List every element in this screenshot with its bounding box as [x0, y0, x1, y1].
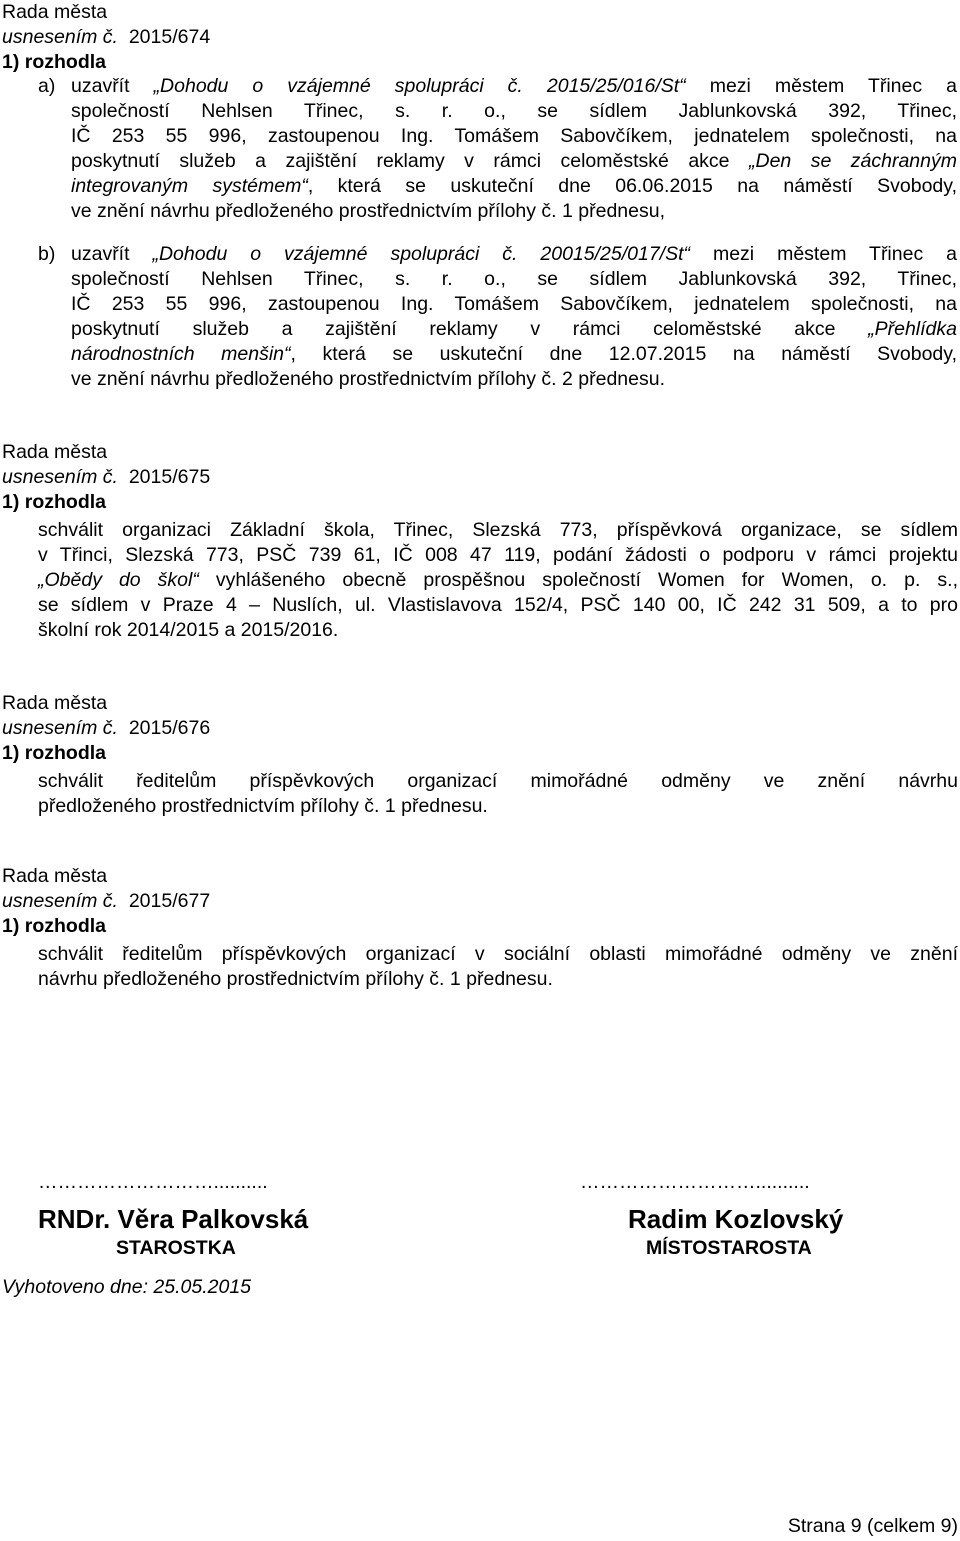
resolution-text	[38, 942, 958, 992]
text-line: předloženého prostřednictvím přílohy č. 1 přednesu.	[38, 795, 488, 817]
text-line: školní rok 2014/2015 a 2015/2016.	[38, 619, 339, 641]
signature-line: ………………………..........	[580, 1171, 810, 1193]
resolution-number: 2015/674	[128, 26, 211, 48]
decision-label: 1) rozhodla	[2, 915, 107, 937]
resolution-text	[38, 769, 958, 819]
item-text	[71, 242, 957, 392]
resolution-label: usnesením č.	[2, 890, 118, 912]
council-label: Rada města	[2, 692, 108, 714]
signature-right	[580, 1170, 843, 1261]
text-line: společností Nehlsen Třinec, s. r. o., se sídlem Jablunkovská 392, Třinec,	[71, 268, 957, 290]
signatory-name: RNDr. Věra Palkovská	[38, 1204, 309, 1234]
decision-label: 1) rozhodla	[2, 51, 107, 73]
text-line: schválit organizaci Základní škola, Třinec, Slezská 773, příspěvková organizace, se sídlem	[38, 519, 958, 541]
council-label: Rada města	[2, 865, 108, 887]
text-line: ve znění návrhu předloženého prostřednictvím přílohy č. 2 přednesu.	[71, 368, 666, 390]
text-line: ve znění návrhu předloženého prostřednictvím přílohy č. 1 přednesu,	[71, 200, 666, 222]
resolution-header	[2, 440, 302, 515]
resolution-number-line	[2, 716, 302, 741]
resolution-number-line	[2, 25, 302, 50]
text-line: společností Nehlsen Třinec, s. r. o., se sídlem Jablunkovská 392, Třinec,	[71, 100, 957, 122]
resolution-header	[2, 0, 302, 75]
signatory-role: MÍSTOSTAROSTA	[646, 1237, 812, 1259]
decision-label: 1) rozhodla	[2, 742, 107, 764]
text-line: schválit ředitelům příspěvkových organizací v sociální oblasti mimořádné odměny ve znění	[38, 943, 958, 965]
resolution-number: 2015/676	[128, 717, 211, 739]
resolution-label: usnesením č.	[2, 717, 118, 739]
resolution-label: usnesením č.	[2, 466, 118, 488]
resolution-header	[2, 691, 302, 766]
resolution-header	[2, 864, 302, 939]
item-label: a)	[38, 75, 56, 97]
text-line: národnostních menšin“, která se uskuteční dne 12.07.2015 na náměstí Svobody,	[71, 343, 957, 365]
text-line: se sídlem v Praze 4 – Nuslích, ul. Vlastislavova 152/4, PSČ 140 00, IČ 242 31 509, a to pro	[38, 594, 958, 616]
prepared-date: Vyhotoveno dne: 25.05.2015	[2, 1276, 252, 1298]
signatory-name: Radim Kozlovský	[628, 1204, 844, 1234]
signatory-role: STAROSTKA	[116, 1237, 236, 1259]
item-label: b)	[38, 243, 56, 265]
text-line: poskytnutí služeb a zajištění reklamy v rámci celoměstské akce „Den se záchranným	[71, 150, 957, 172]
resolution-number-line	[2, 465, 302, 490]
resolution-text	[38, 518, 958, 643]
text-line: v Třinci, Slezská 773, PSČ 739 61, IČ 008 47 119, podání žádosti o podporu v rámci projektu	[38, 544, 958, 566]
signature-left	[38, 1170, 308, 1261]
resolution-label: usnesením č.	[2, 26, 118, 48]
text-line: IČ 253 55 996, zastoupenou Ing. Tomášem Sabovčíkem, jednatelem společnosti, na	[71, 125, 957, 147]
text-line: integrovaným systémem“, která se uskuteční dne 06.06.2015 na náměstí Svobody,	[71, 175, 957, 197]
text-line: IČ 253 55 996, zastoupenou Ing. Tomášem Sabovčíkem, jednatelem společnosti, na	[71, 293, 957, 315]
text-line: uzavřít „Dohodu o vzájemné spolupráci č. 20015/25/017/St“ mezi městem Třinec a	[71, 243, 958, 265]
text-line: „Obědy do škol“ vyhlášeného obecně prospěšnou společností Women for Women, o. p. s.,	[38, 569, 958, 591]
text-line: poskytnutí služeb a zajištění reklamy v rámci celoměstské akce „Přehlídka	[71, 318, 957, 340]
text-line: uzavřít „Dohodu o vzájemné spolupráci č. 2015/25/016/St“ mezi městem Třinec a	[71, 75, 957, 97]
resolution-number-line	[2, 889, 302, 914]
council-label: Rada města	[2, 1, 108, 23]
text-line: návrhu předloženého prostřednictvím přílohy č. 1 přednesu.	[38, 968, 553, 990]
resolution-number: 2015/677	[128, 890, 211, 912]
text-line: schválit ředitelům příspěvkových organizací mimořádné odměny ve znění návrhu	[38, 770, 958, 792]
page-number: Strana 9 (celkem 9)	[787, 1515, 958, 1537]
decision-label: 1) rozhodla	[2, 491, 107, 513]
resolution-item-a	[38, 74, 960, 234]
council-label: Rada města	[2, 441, 108, 463]
resolution-item-b	[38, 242, 960, 402]
item-text	[71, 74, 957, 224]
signature-line: ………………………..........	[38, 1171, 268, 1193]
resolution-number: 2015/675	[128, 466, 211, 488]
